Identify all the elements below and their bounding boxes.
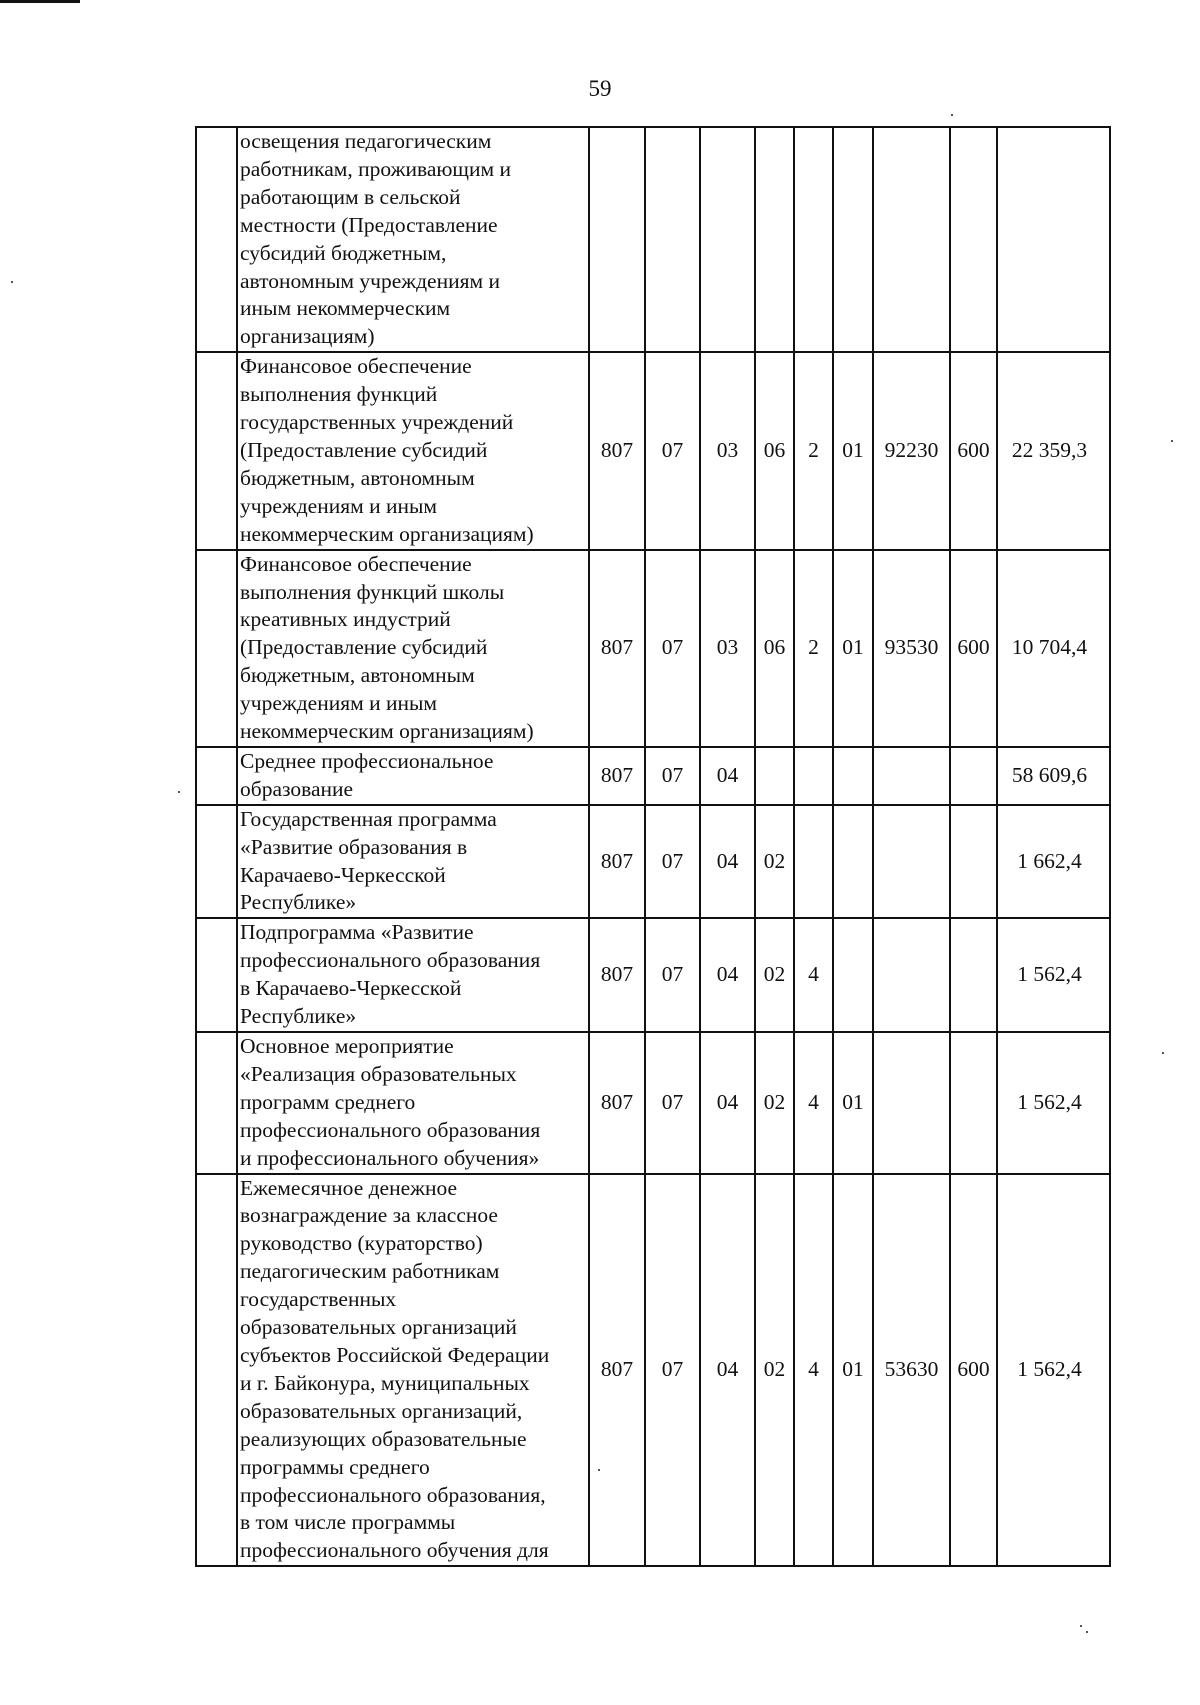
item-name-cell (237, 1032, 589, 1174)
budget-table-body (196, 127, 1110, 1566)
subprogram-cell (794, 805, 833, 919)
item-name-cell (237, 550, 589, 747)
scan-speck (1086, 1631, 1088, 1633)
direction-cell (873, 918, 950, 1032)
item-name-line: некоммерческим организациям) (240, 521, 534, 546)
program-cell: 06 (755, 352, 794, 549)
measure-cell (833, 127, 873, 352)
page-number: 59 (588, 76, 612, 101)
section-cell: 07 (645, 918, 700, 1032)
program-cell: 02 (755, 805, 794, 919)
direction-cell (873, 805, 950, 919)
measure-cell: 01 (833, 1032, 873, 1174)
item-name-line: образование (240, 776, 354, 801)
item-name-line: государственных (240, 1287, 397, 1312)
item-name-line: программ среднего (240, 1089, 416, 1114)
scan-edge-mark (0, 0, 80, 3)
program-cell (755, 747, 794, 805)
direction-cell (873, 127, 950, 352)
row-number-cell (196, 352, 237, 549)
item-name-line: вознаграждение за классное (240, 1203, 498, 1228)
item-name-line: руководство (кураторство) (240, 1231, 483, 1256)
scan-speck (11, 281, 13, 283)
item-name-line: работающим в сельской (240, 184, 461, 209)
item-name-line: Карачаево-Черкесской (240, 862, 446, 887)
row-number-cell (196, 1174, 237, 1567)
subsection-cell: 04 (700, 1032, 755, 1174)
direction-cell: 53630 (873, 1174, 950, 1567)
item-name-cell (237, 1174, 589, 1567)
section-cell: 07 (645, 352, 700, 549)
ministry-cell: 807 (589, 918, 645, 1032)
row-number-cell (196, 1032, 237, 1174)
section-cell: 07 (645, 805, 700, 919)
scan-speck (1080, 1625, 1082, 1627)
scan-speck (598, 1469, 600, 1471)
item-name-line: (Предоставление субсидий (240, 635, 488, 660)
item-name-line: (Предоставление субсидий (240, 437, 488, 462)
row-number-cell (196, 127, 237, 352)
subsection-cell: 04 (700, 1174, 755, 1567)
table-row (196, 1174, 1110, 1567)
expense-type-cell (950, 805, 997, 919)
item-name-line: учреждениям и иным (240, 691, 438, 716)
item-name-line: субсидий бюджетным, (240, 240, 447, 265)
item-name-line: педагогическим работникам (240, 1259, 500, 1284)
amount-cell: 22 359,3 (997, 352, 1110, 549)
item-name-cell (237, 805, 589, 919)
subprogram-cell: 4 (794, 918, 833, 1032)
item-name-line: в том числе программы (240, 1510, 456, 1535)
item-name-cell (237, 747, 589, 805)
table-row (196, 918, 1110, 1032)
item-name-line: учреждениям и иным (240, 493, 438, 518)
item-name-line: образовательных организаций, (240, 1398, 523, 1423)
direction-cell: 93530 (873, 550, 950, 747)
item-name-line: и г. Байконура, муниципальных (240, 1370, 530, 1395)
amount-cell: 10 704,4 (997, 550, 1110, 747)
item-name-cell (237, 918, 589, 1032)
subprogram-cell (794, 127, 833, 352)
scan-speck (951, 114, 953, 116)
subsection-cell: 04 (700, 918, 755, 1032)
subprogram-cell (794, 747, 833, 805)
item-name-line: некоммерческим организациям) (240, 719, 534, 744)
table-row (196, 1032, 1110, 1174)
program-cell (755, 127, 794, 352)
item-name-line: реализующих образовательные (240, 1426, 527, 1451)
measure-cell: 01 (833, 550, 873, 747)
item-name-line: профессионального образования (240, 1117, 541, 1142)
table-row (196, 805, 1110, 919)
measure-cell: 01 (833, 352, 873, 549)
item-name-line: Республике» (240, 890, 357, 915)
item-name-line: освещения педагогическим (240, 129, 492, 153)
measure-cell (833, 918, 873, 1032)
item-name-line: Финансовое обеспечение (240, 354, 472, 379)
direction-cell (873, 747, 950, 805)
table-row (196, 127, 1110, 352)
item-name-line: «Реализация образовательных (240, 1061, 517, 1086)
section-cell: 07 (645, 550, 700, 747)
subsection-cell (700, 127, 755, 352)
amount-cell: 58 609,6 (997, 747, 1110, 805)
subsection-cell: 04 (700, 747, 755, 805)
measure-cell (833, 747, 873, 805)
expense-type-cell (950, 127, 997, 352)
item-name-line: бюджетным, автономным (240, 663, 475, 688)
item-name-line: программы среднего (240, 1454, 430, 1479)
amount-cell: 1 562,4 (997, 918, 1110, 1032)
row-number-cell (196, 747, 237, 805)
item-name-line: иным некоммерческим (240, 296, 451, 321)
item-name-cell (237, 352, 589, 549)
section-cell (645, 127, 700, 352)
amount-cell (997, 127, 1110, 352)
item-name-line: работникам, проживающим и (240, 156, 511, 181)
ministry-cell: 807 (589, 747, 645, 805)
table-row (196, 747, 1110, 805)
item-name-line: Финансовое обеспечение (240, 551, 472, 576)
row-number-cell (196, 805, 237, 919)
section-cell: 07 (645, 747, 700, 805)
amount-cell: 1 562,4 (997, 1174, 1110, 1567)
expense-type-cell (950, 918, 997, 1032)
direction-cell: 92230 (873, 352, 950, 549)
item-name-line: профессионального обучения для (240, 1538, 549, 1563)
item-name-line: профессионального образования, (240, 1482, 546, 1507)
ministry-cell: 807 (589, 1174, 645, 1567)
subprogram-cell: 4 (794, 1032, 833, 1174)
item-name-line: выполнения функций (240, 382, 438, 407)
expense-type-cell: 600 (950, 1174, 997, 1567)
item-name-line: креативных индустрий (240, 607, 451, 632)
subsection-cell: 03 (700, 352, 755, 549)
ministry-cell: 807 (589, 805, 645, 919)
row-number-cell (196, 550, 237, 747)
item-name-line: в Карачаево-Черкесской (240, 976, 462, 1001)
subsection-cell: 04 (700, 805, 755, 919)
item-name-line: образовательных организаций (240, 1315, 517, 1340)
program-cell: 02 (755, 918, 794, 1032)
ministry-cell: 807 (589, 1032, 645, 1174)
ministry-cell (589, 127, 645, 352)
item-name-line: Подпрограмма «Развитие (240, 920, 474, 945)
ministry-cell: 807 (589, 550, 645, 747)
subprogram-cell: 2 (794, 352, 833, 549)
item-name-line: Государственная программа (240, 806, 497, 831)
item-name-line: автономным учреждениям и (240, 268, 500, 293)
subsection-cell: 03 (700, 550, 755, 747)
item-name-line: и профессионального обучения» (240, 1145, 540, 1170)
budget-table (195, 126, 1111, 1567)
scan-speck (1162, 1052, 1164, 1054)
item-name-line: Республике» (240, 1004, 357, 1029)
scan-speck (178, 791, 180, 793)
amount-cell: 1 662,4 (997, 805, 1110, 919)
item-name-line: «Развитие образования в (240, 834, 468, 859)
expense-type-cell: 600 (950, 352, 997, 549)
expense-type-cell: 600 (950, 550, 997, 747)
item-name-cell (237, 127, 589, 352)
table-row (196, 352, 1110, 549)
item-name-line: местности (Предоставление (240, 212, 498, 237)
direction-cell (873, 1032, 950, 1174)
ministry-cell: 807 (589, 352, 645, 549)
row-number-cell (196, 918, 237, 1032)
section-cell: 07 (645, 1032, 700, 1174)
item-name-line: организациям) (240, 324, 375, 349)
item-name-line: государственных учреждений (240, 410, 514, 435)
item-name-line: бюджетным, автономным (240, 465, 475, 490)
expense-type-cell (950, 1032, 997, 1174)
subprogram-cell: 2 (794, 550, 833, 747)
program-cell: 02 (755, 1032, 794, 1174)
table-row (196, 550, 1110, 747)
measure-cell (833, 805, 873, 919)
expense-type-cell (950, 747, 997, 805)
item-name-line: выполнения функций школы (240, 579, 505, 604)
amount-cell: 1 562,4 (997, 1032, 1110, 1174)
program-cell: 02 (755, 1174, 794, 1567)
item-name-line: Ежемесячное денежное (240, 1175, 458, 1200)
item-name-line: Среднее профессиональное (240, 748, 494, 773)
program-cell: 06 (755, 550, 794, 747)
measure-cell: 01 (833, 1174, 873, 1567)
item-name-line: профессионального образования (240, 948, 541, 973)
item-name-line: Основное мероприятие (240, 1034, 454, 1058)
section-cell: 07 (645, 1174, 700, 1567)
scan-speck (1171, 440, 1173, 442)
item-name-line: субъектов Российской Федерации (240, 1342, 550, 1367)
subprogram-cell: 4 (794, 1174, 833, 1567)
